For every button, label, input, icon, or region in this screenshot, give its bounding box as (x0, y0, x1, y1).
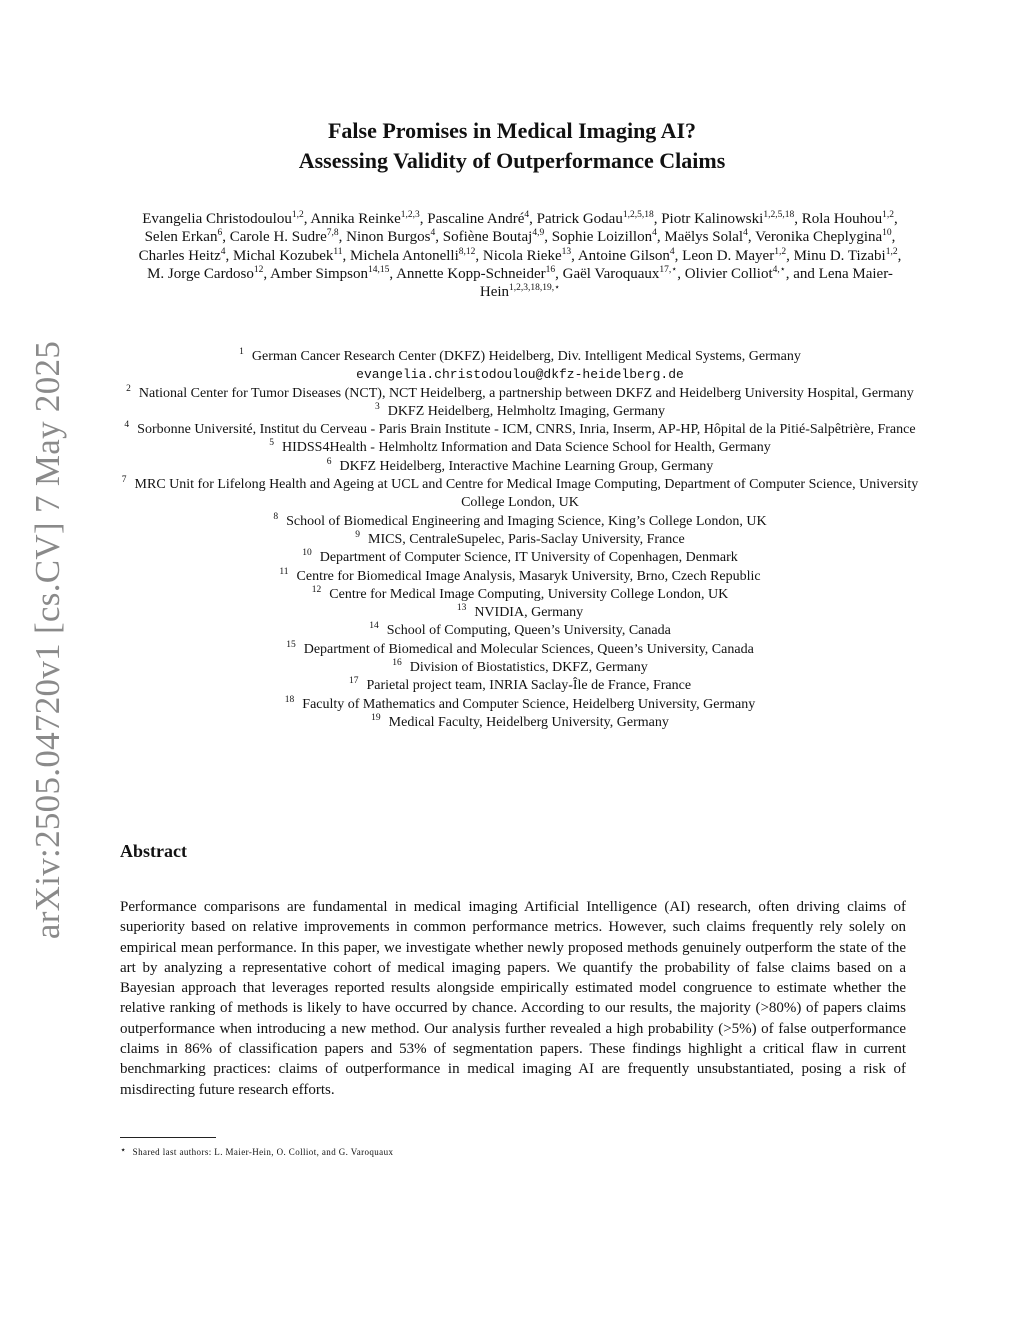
author-affiliation-marks: 4 (652, 228, 657, 239)
affiliation-item (120, 714, 920, 732)
affiliation-text: HIDSS4Health - Helmholtz Information and Data Science School for Health, Germany (282, 440, 771, 456)
author-name: Minu D. Tizabi (793, 247, 886, 264)
affiliation-number: 11 (279, 566, 289, 577)
affiliation-item (120, 513, 920, 531)
affiliation-number: 7 (121, 475, 127, 486)
author-name: Lena Maier-Hein (479, 265, 893, 301)
author-affiliation-marks: 8,12 (458, 246, 476, 257)
affiliation-item (120, 622, 920, 640)
author-name: Olivier Colliot (684, 265, 773, 282)
affiliation-number: 1 (239, 347, 244, 357)
affiliation-number: 15 (286, 639, 296, 650)
author-affiliation-marks: 11 (333, 246, 343, 257)
author-affiliation-marks: 13 (561, 246, 572, 257)
author-name: Evangelia Christodoulou (142, 211, 292, 227)
author-name: Michela Antonelli (350, 247, 459, 264)
affiliation-item (120, 421, 920, 439)
author-affiliation-marks: 17,⋆ (659, 264, 678, 275)
affiliation-text: MRC Unit for Lifelong Health and Ageing at UCL and Centre for Medical Image Computing, Department of Computer Science, University College London, UK (134, 477, 919, 511)
author-affiliation-marks: 1,2 (882, 210, 894, 220)
affiliation-item (120, 604, 920, 622)
abstract-heading: Abstract (120, 841, 187, 861)
author-affiliation-marks: 14,15 (368, 264, 390, 275)
author-affiliation-marks: 4,9 (532, 228, 545, 239)
author-name: Rola Houhou (801, 211, 883, 227)
affiliation-text: Department of Computer Science, IT University of Copenhagen, Denmark (319, 550, 738, 566)
author-affiliation-marks: 12 (253, 264, 264, 275)
affiliation-item (120, 696, 920, 714)
author-name: Ninon Burgos (346, 229, 431, 246)
affiliation-text: Department of Biomedical and Molecular Sciences, Queen’s University, Canada (303, 641, 754, 657)
author-affiliation-marks: 1,2,5,18 (763, 210, 795, 220)
affiliation-number: 17 (348, 676, 359, 687)
affiliation-text: NVIDIA, Germany (474, 605, 584, 621)
author-name: Selen Erkan (144, 229, 218, 246)
affiliation-number: 13 (456, 603, 467, 614)
author-name: Maëlys Solal (664, 229, 744, 246)
author-affiliation-marks: 4 (430, 228, 436, 239)
author-name: Carole H. Sudre (229, 229, 327, 246)
affiliation-text: Sorbonne Université, Institut du Cerveau - Paris Brain Institute - ICM, CNRS, Inria, Inserm, AP-HP, Hôpital de la Pitié-Salpêtrière, France (137, 422, 916, 438)
author-name: Pascaline André (427, 211, 525, 227)
affiliation-item (120, 531, 920, 549)
author-affiliation-marks: 4 (524, 210, 530, 220)
affiliation-number: 16 (392, 658, 402, 669)
author-affiliation-marks: 1,2 (291, 210, 304, 220)
affiliation-number: 8 (273, 511, 279, 522)
author-affiliation-marks: 1,2 (885, 246, 898, 257)
paper-title (0, 116, 1024, 176)
author-affiliation-marks: 1,2,5,18 (622, 210, 654, 220)
affiliation-item (120, 403, 920, 421)
affiliation-text: Faculty of Mathematics and Computer Science, Heidelberg University, Germany (302, 696, 756, 712)
affiliation-number: 3 (374, 401, 380, 412)
author-name: Annette Kopp-Schneider (396, 265, 546, 282)
author-name: Nicola Rieke (482, 247, 562, 264)
affiliation-text: Medical Faculty, Heidelberg University, Germany (388, 714, 669, 730)
author-affiliation-marks: 10 (882, 228, 892, 239)
author-name: Gaël Varoquaux (562, 265, 660, 282)
affiliation-text: MICS, CentraleSupelec, Paris-Saclay University, France (368, 531, 685, 547)
author-affiliation-marks: 1,2 (774, 246, 787, 257)
affiliation-number: 2 (126, 383, 131, 394)
affiliation-text: Division of Biostatistics, DKFZ, Germany (409, 660, 648, 676)
author-name: Amber Simpson (270, 265, 369, 282)
affiliation-item (120, 476, 920, 513)
affiliation-number: 12 (311, 584, 322, 595)
affiliation-item (120, 641, 920, 659)
affiliation-number: 4 (124, 420, 130, 431)
author-affiliation-marks: 4 (220, 246, 226, 257)
author-name: Patrick Godau (536, 211, 623, 227)
author-name: Charles Heitz (138, 247, 221, 264)
title-line-1: False Promises in Medical Imaging AI? (327, 118, 697, 143)
affiliation-item (120, 677, 920, 695)
author-list: Evangelia Christodoulou$^{1,2}$, Annika Reinke$^{1,2,3}$, Pascaline André$^4$, Patrick Godau$^{1,2,5,18}$, Piotr Kalinowski$^{1,2,5,18}$, Rola Houhou$^{1,2}$, Selen Erkan$^6$, Carole H. Sudre$^{7,8}$, Ninon Burgos$^4$, Sofiène Boutaj$^{4,9}$, Sophie Loizillon$^4$, Maëlys Solal$^4$, Veronika Cheplygina$^{10}$, Charles Heitz$^4$, Michal Kozubek$^{11}$, Michela Antonelli$^{8,12}$, Nicola Rieke$^{13}$, Antoine Gilson$^4$, Leon D. Mayer$^{1,2}$, Minu D. Tizabi$^{1,2}$, M. Jorge Cardoso$^{12}$, Amber Simpson$^{14,15}$, Annette Kopp-Schneider$^{16}$, Gaël Varoquaux$^{17,⋆}$, Olivier Colliot$^{4,⋆}$, and Lena Maier-Hein$^{1,2,3,18,19,⋆}$ (138, 210, 902, 301)
affiliation-text: Centre for Medical Image Computing, University College London, UK (329, 586, 729, 602)
author-affiliation-marks: 4 (743, 228, 748, 239)
author-affiliation-marks: 6 (217, 228, 223, 239)
affiliation-text: National Center for Tumor Diseases (NCT), NCT Heidelberg, a partnership between DKFZ and Heidelberg University Hospital, Germany (138, 385, 914, 401)
affiliation-item (120, 586, 920, 604)
affiliation-number: 10 (302, 548, 312, 559)
author-affiliation-marks: 16 (545, 264, 556, 275)
author-name: Michal Kozubek (232, 247, 334, 264)
affiliation-item (120, 549, 920, 567)
affiliation-number: 6 (326, 456, 332, 467)
author-name: Leon D. Mayer (682, 247, 775, 264)
author-affiliation-marks: 4 (669, 246, 675, 257)
affiliation-number: 14 (369, 621, 379, 632)
author-affiliation-marks: 1,2,3,18,19,⋆ (509, 283, 561, 294)
affiliation-number: 19 (371, 712, 381, 723)
footnote-mark: ⋆ (120, 1145, 127, 1156)
affiliation-number: 5 (269, 438, 275, 449)
footnote-rule (120, 1137, 216, 1138)
affiliation-item (120, 439, 920, 457)
affiliation-item (120, 385, 920, 403)
affiliation-text: DKFZ Heidelberg, Helmholtz Imaging, Germany (387, 403, 666, 419)
author-name: Sofiène Boutaj (442, 229, 533, 246)
affiliation-text: Parietal project team, INRIA Saclay-Île de France, France (366, 678, 692, 694)
affiliation-item (120, 458, 920, 476)
author-name: Sophie Loizillon (551, 229, 653, 246)
affiliation-text: School of Computing, Queen’s University, Canada (386, 623, 671, 639)
affiliation-item (120, 568, 920, 586)
author-name: M. Jorge Cardoso (147, 265, 254, 282)
footnote (120, 1145, 393, 1157)
author-affiliation-marks: 4,⋆ (772, 264, 786, 275)
author-name: Piotr Kalinowski (661, 211, 764, 227)
affiliation-number: 18 (284, 694, 295, 705)
title-line-2: Assessing Validity of Outperformance Claims (298, 148, 726, 173)
arxiv-identifier: arXiv:2505.04720v1 [cs.CV] 7 May 2025 (28, 340, 67, 940)
affiliation-text: German Cancer Research Center (DKFZ) Heidelberg, Div. Intelligent Medical Systems, Germany (251, 349, 801, 364)
affiliation-item (120, 659, 920, 677)
affiliation-list (120, 348, 920, 732)
author-name: Annika Reinke (310, 211, 401, 227)
affiliation-text: DKFZ Heidelberg, Interactive Machine Learning Group, Germany (339, 458, 714, 474)
abstract-body: Performance comparisons are fundamental in medical imaging Artificial Intelligence (AI) research, often driving claims of superiority based on relative improvements in common performance metrics. However, such claims frequently rely solely on empirical mean performance. In this paper, we investigate whether newly proposed methods genuinely outperform the state of the art by analyzing a representative cohort of medical imaging papers. We quantify the probability of false claims based on a Bayesian approach that leverages reported results alongside empirically estimated model congruence to estimate whether the relative ranking of methods is likely to have occurred by chance. According to our results, the majority (>80%) of papers claims outperformance when introducing a new method. Our analysis further revealed a high probability (>5%) of false outperformance claims in 86% of classification papers and 53% of segmentation papers. These findings highlight a critical flaw in current benchmarking practices: claims of outperformance in medical imaging AI are frequently unsubstantiated, posing a risk of misdirecting future research efforts. (120, 899, 906, 1098)
affiliation-text: School of Biomedical Engineering and Imaging Science, King’s College London, UK (286, 513, 767, 529)
author-affiliation-marks: 1,2,3 (400, 210, 420, 220)
affiliation-number: 9 (355, 529, 360, 540)
contact-email-link[interactable]: evangelia.christodoulou@dkfz-heidelberg.de (356, 367, 684, 383)
footnote-text: Shared last authors: L. Maier-Hein, O. Colliot, and G. Varoquaux (132, 1147, 394, 1157)
author-name: Veronika Cheplygina (755, 229, 883, 246)
author-affiliation-marks: 7,8 (326, 228, 339, 239)
affiliation-text: Centre for Biomedical Image Analysis, Masaryk University, Brno, Czech Republic (296, 568, 761, 584)
affiliation-item (120, 348, 920, 366)
author-name: Antoine Gilson (577, 247, 670, 264)
